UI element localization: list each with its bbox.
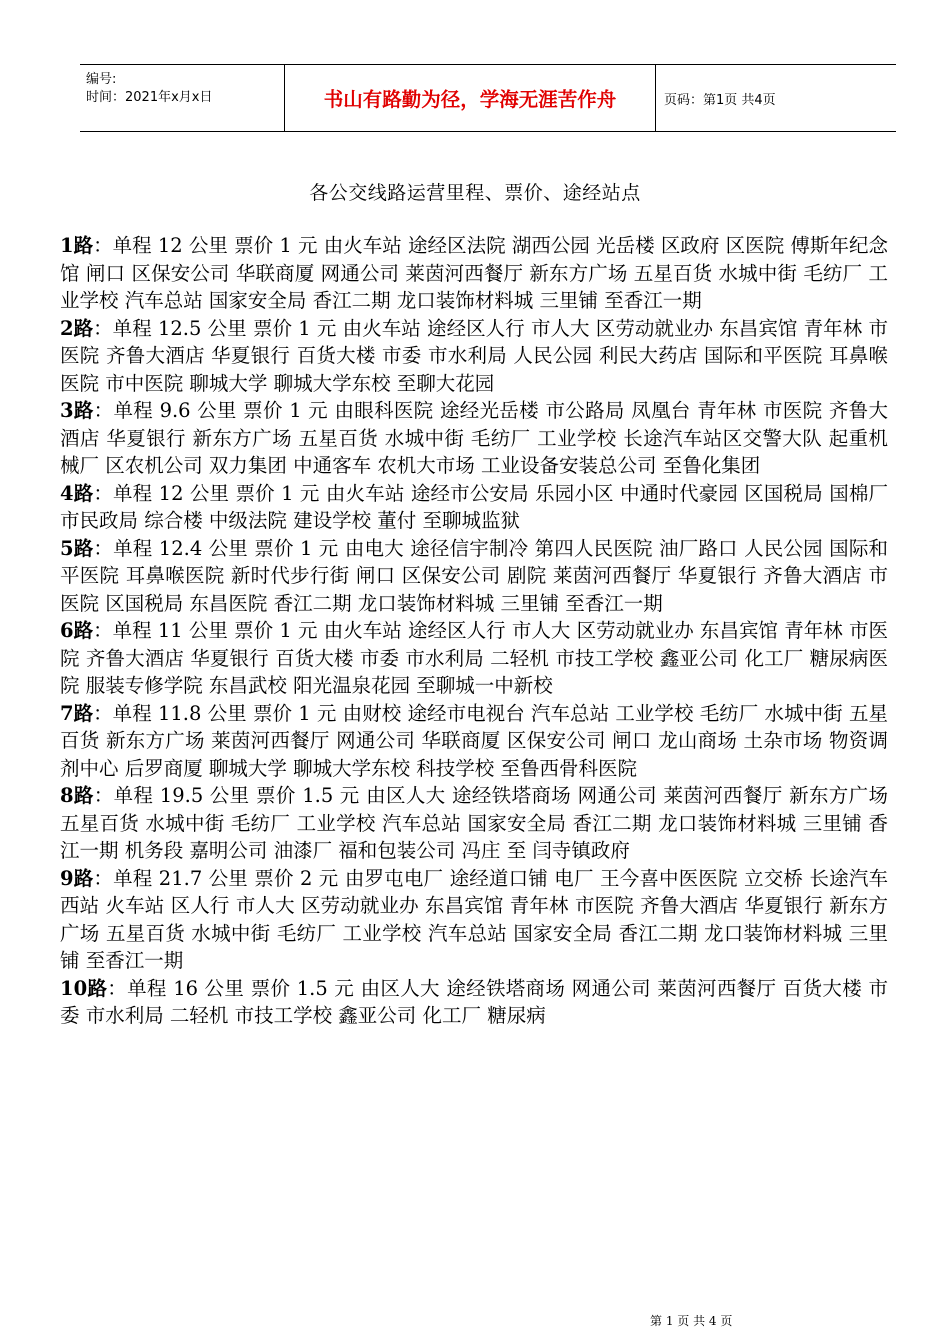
header-motto: 书山有路勤为径，学海无涯苦作舟 [284, 65, 656, 131]
route-name: 4路 [60, 481, 94, 505]
route-entry [60, 700, 888, 783]
route-details: ：单程 12.4 公里 票价 1 元 由电大 途径信宇制冷 第四人民医院 油厂路口 人民公园 国际和平医院 耳鼻喉医院 新时代步行街 闸口 区保安公司 剧院 莱茵河西餐厅 华夏银行 齐鲁大酒店 市医院 区国税局 东昌医院 香江二期 龙口装饰材料城 三里铺 至香江一期 [60, 536, 888, 615]
route-details: ：单程 19.5 公里 票价 1.5 元 由区人大 途经铁塔商场 网通公司 莱茵河西餐厅 新东方广场 五星百货 水城中街 毛纺厂 工业学校 汽车总站 国家安全局 香江二期 龙口装饰材料城 三里铺 香江一期 机务段 嘉明公司 油漆厂 福和包装公司 冯庄 至 闫寺镇政府 [60, 784, 888, 862]
route-name: 3路 [60, 399, 94, 422]
route-details: ：单程 12 公里 票价 1 元 由火车站 途经区法院 湖西公园 光岳楼 区政府 区医院 傅斯年纪念馆 闸口 区保安公司 华联商厦 网通公司 莱茵河西餐厅 新东方广场 五星百货 水城中街 毛纺厂 工业学校 汽车总站 国家安全局 香江二期 龙口装饰材料城 三里铺 至香江一期 [60, 234, 888, 312]
route-details: ：单程 11 公里 票价 1 元 由火车站 途经区人行 市人大 区劳动就业办 东昌宾馆 青年林 市医院 齐鲁大酒店 华夏银行 百货大楼 市委 市水利局 二轻机 市技工学校 鑫亚公司 化工厂 糖尿病医院 服装专修学院 东昌武校 阳光温泉花园 至聊城一中新校 [60, 619, 888, 697]
route-details: ：单程 11.8 公里 票价 1 元 由财校 途经市电视台 汽车总站 工业学校 毛纺厂 水城中街 五星百货 新东方广场 莱茵河西餐厅 网通公司 华联商厦 区保安公司 闸口 龙山商场 土杂市场 物资调剂中心 后罗商厦 聊城大学 聊城大学东校 科技学校 至鲁西骨科医院 [60, 701, 888, 780]
route-entry [60, 480, 888, 535]
route-name: 10路 [60, 976, 108, 1000]
route-details: ：单程 16 公里 票价 1.5 元 由区人大 途经铁塔商场 网通公司 莱茵河西餐厅 百货大楼 市委 市水利局 二轻机 市技工学校 鑫亚公司 化工厂 糖尿病 [60, 976, 889, 1027]
route-details: ：单程 12.5 公里 票价 1 元 由火车站 途经区人行 市人大 区劳动就业办 东昌宾馆 青年林 市医院 齐鲁大酒店 华夏银行 百货大楼 市委 市水利局 人民公园 利民大药店 国际和平医院 耳鼻喉医院 市中医院 聊城大学 聊城大学东校 至聊大花园 [60, 316, 888, 395]
route-entry [60, 865, 888, 975]
route-entry [60, 315, 888, 398]
route-name: 2路 [60, 316, 94, 340]
route-entry [60, 535, 888, 618]
page-footer: 第 1 页 共 4 页 [650, 1314, 733, 1328]
route-name: 9路 [60, 866, 94, 890]
route-entry [60, 782, 888, 865]
route-entry [60, 397, 888, 480]
route-entry [60, 975, 888, 1030]
route-entry [60, 232, 888, 315]
header-meta [80, 65, 284, 131]
route-details: ：单程 12 公里 票价 1 元 由火车站 途经市公安局 乐园小区 中通时代豪园 区国税局 国棉厂 市民政局 综合楼 中级法院 建设学校 董付 至聊城监狱 [60, 481, 888, 532]
header-table [80, 64, 896, 132]
route-list [60, 232, 888, 1030]
route-name: 6路 [60, 619, 94, 642]
route-name: 1路 [60, 234, 94, 257]
document-time-label: 时间：2021年x月x日 [86, 90, 213, 105]
route-details: ：单程 21.7 公里 票价 2 元 由罗屯电厂 途经道口铺 电厂 王今喜中医医院 立交桥 长途汽车西站 火车站 区人行 市人大 区劳动就业办 东昌宾馆 青年林 市医院 齐鲁大酒店 华夏银行 新东方广场 五星百货 水城中街 毛纺厂 工业学校 汽车总站 国家安全局 香江二期 龙口装饰材料城 三里铺 至香江一期 [60, 866, 888, 972]
route-name: 8路 [60, 784, 94, 807]
header-page-code: 页码：第1页 共4页 [664, 92, 776, 108]
document-number-label: 编号: [86, 72, 117, 87]
route-name: 7路 [60, 701, 94, 725]
route-name: 5路 [60, 536, 94, 560]
route-details: ：单程 9.6 公里 票价 1 元 由眼科医院 途经光岳楼 市公路局 凤凰台 青年林 市医院 齐鲁大酒店 华夏银行 新东方广场 五星百货 水城中街 毛纺厂 工业学校 长途汽车站区交警大队 起重机械厂 区农机公司 双力集团 中通客车 农机大市场 工业设备安装总公司 至鲁化集团 [60, 399, 888, 477]
route-entry [60, 617, 888, 700]
document-title: 各公交线路运营里程、票价、途经站点 [309, 182, 641, 204]
